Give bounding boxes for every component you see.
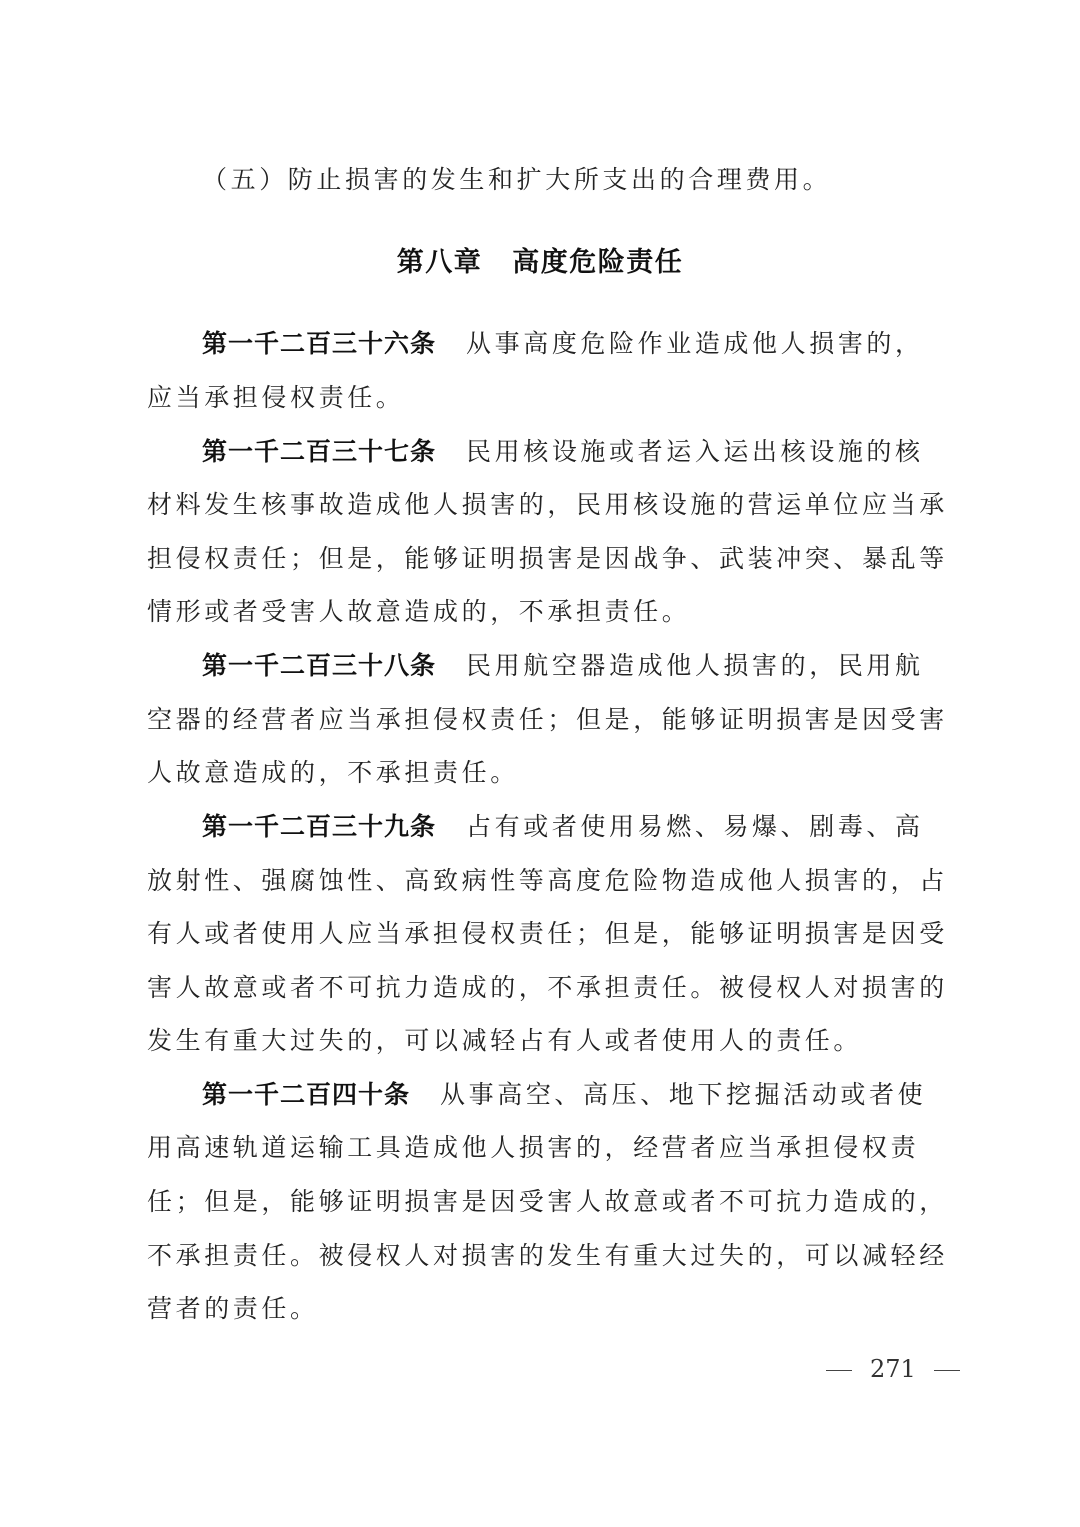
- article-1238-line-2: 空器的经营者应当承担侵权责任；但是，能够证明损害是因受害: [147, 705, 948, 734]
- article-text: 占有或者使用易燃、易爆、剧毒、高: [466, 812, 924, 841]
- page-number: 271: [870, 1355, 916, 1383]
- article-text: 民用航空器造成他人损害的，民用航: [466, 651, 924, 680]
- article-1240-line-3: 任；但是，能够证明损害是因受害人故意或者不可抗力造成的，: [147, 1187, 948, 1216]
- article-1240-line-5: 营者的责任。: [147, 1294, 319, 1323]
- article-text: 从事高空、高压、地下挖掘活动或者使: [440, 1080, 927, 1109]
- article-1239-line-3: 有人或者使用人应当承担侵权责任；但是，能够证明损害是因受: [147, 919, 948, 948]
- article-1237-line-2: 材料发生核事故造成他人损害的，民用核设施的营运单位应当承: [147, 490, 948, 519]
- article-1239-line-1: [202, 810, 924, 844]
- chapter-heading: [0, 245, 1080, 281]
- article-text: 民用核设施或者运入运出核设施的核: [466, 437, 924, 466]
- article-number: 第一千二百三十八条: [202, 651, 437, 680]
- article-1240-line-2: 用高速轨道运输工具造成他人损害的，经营者应当承担侵权责: [147, 1133, 920, 1162]
- page-number-footer: [826, 1354, 960, 1384]
- dash-right: [934, 1370, 960, 1372]
- article-1237-line-3: 担侵权责任；但是，能够证明损害是因战争、武装冲突、暴乱等: [147, 544, 948, 573]
- chapter-title: 高度危险责任: [512, 247, 684, 278]
- article-number: 第一千二百三十七条: [202, 437, 437, 466]
- article-1239-line-4: 害人故意或者不可抗力造成的，不承担责任。被侵权人对损害的: [147, 973, 948, 1002]
- article-1236-line-1: [202, 327, 924, 361]
- article-1239-line-5: 发生有重大过失的，可以减轻占有人或者使用人的责任。: [147, 1026, 863, 1055]
- article-text: 从事高度危险作业造成他人损害的，: [466, 329, 924, 358]
- article-1240-line-1: [202, 1078, 926, 1112]
- chapter-number: 第八章: [396, 247, 483, 278]
- article-1239-line-2: 放射性、强腐蚀性、高致病性等高度危险物造成他人损害的，占: [147, 866, 948, 895]
- article-1238-line-3: 人故意造成的，不承担责任。: [147, 758, 519, 787]
- article-1237-line-1: [202, 435, 924, 469]
- article-1236-line-2: 应当承担侵权责任。: [147, 383, 405, 412]
- article-number: 第一千二百三十九条: [202, 812, 437, 841]
- article-1240-line-4: 不承担责任。被侵权人对损害的发生有重大过失的，可以减轻经: [147, 1241, 948, 1270]
- article-1238-line-1: [202, 649, 924, 683]
- intro-clause-line: （五）防止损害的发生和扩大所支出的合理费用。: [202, 165, 832, 194]
- article-1237-line-4: 情形或者受害人故意造成的，不承担责任。: [147, 597, 691, 626]
- article-number: 第一千二百三十六条: [202, 329, 437, 358]
- article-number: 第一千二百四十条: [202, 1080, 411, 1109]
- dash-left: [826, 1370, 852, 1372]
